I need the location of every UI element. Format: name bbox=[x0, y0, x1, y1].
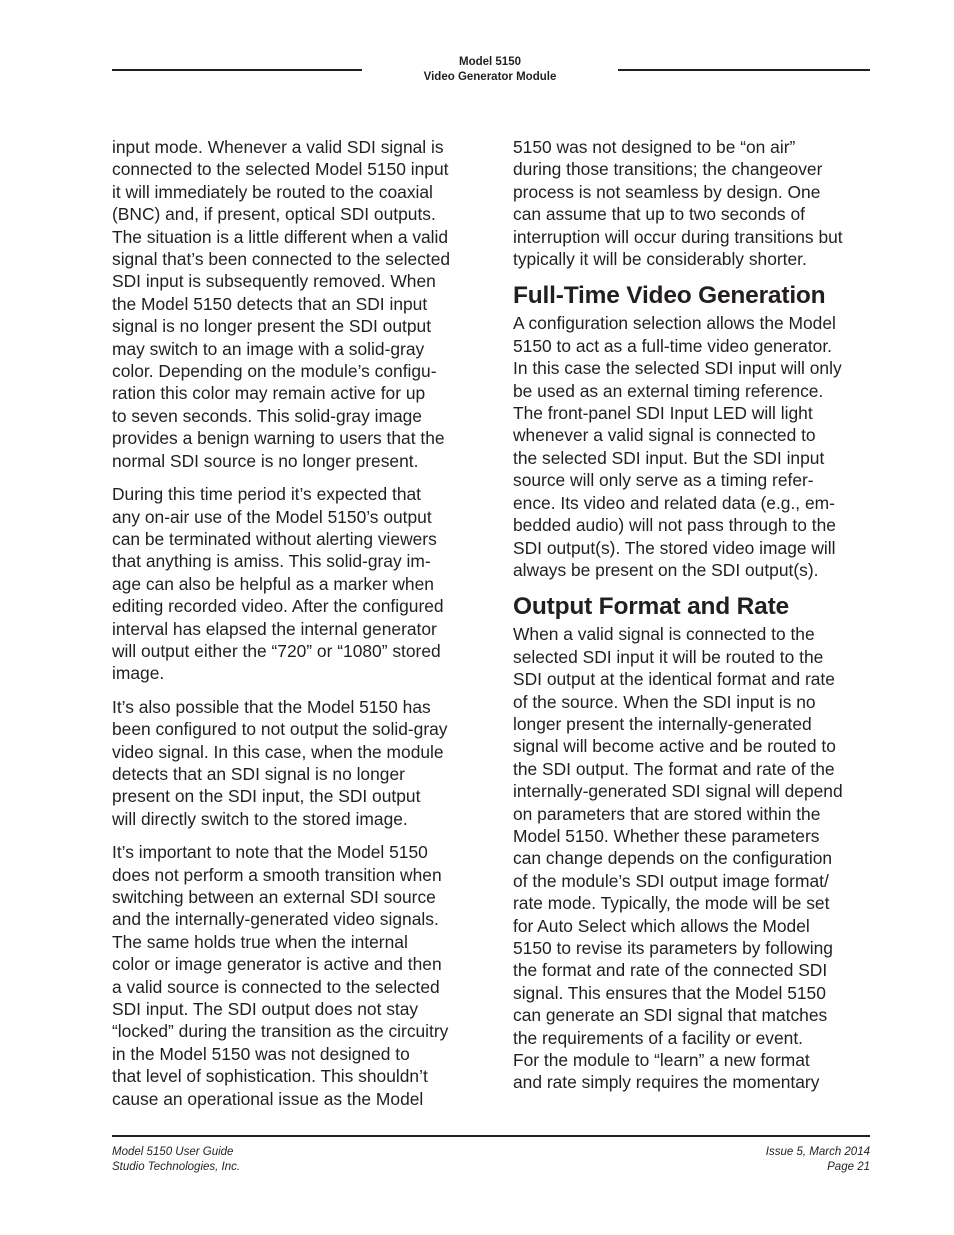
text-line: longer present the internally-generated bbox=[513, 713, 812, 734]
text-line: may switch to an image with a solid-gray bbox=[112, 338, 425, 359]
footer-company: Studio Technologies, Inc. bbox=[112, 1161, 241, 1173]
text-line: internally-generated SDI signal will depend bbox=[513, 781, 843, 802]
text-line: ration this color may remain active for up bbox=[112, 383, 426, 404]
text-line: the selected SDI input. But the SDI input bbox=[513, 447, 825, 468]
footer-rule bbox=[112, 1135, 870, 1137]
text-line: signal will become active and be routed to bbox=[513, 736, 836, 757]
text-line: The front-panel SDI Input LED will light bbox=[513, 403, 813, 424]
text-line: “locked” during the transition as the circuitry bbox=[112, 1021, 449, 1042]
text-line: on parameters that are stored within the bbox=[513, 803, 821, 824]
text-line: SDI input is subsequently removed. When bbox=[112, 271, 436, 292]
text-line: whenever a valid signal is connected to bbox=[513, 425, 816, 446]
text-line: can assume that up to two seconds of bbox=[513, 204, 805, 225]
text-line: signal that’s been connected to the selected bbox=[112, 249, 451, 270]
text-line: the format and rate of the connected SDI bbox=[513, 960, 828, 981]
header-rule-left bbox=[112, 69, 362, 71]
text-line: A configuration selection allows the Model bbox=[513, 313, 836, 334]
text-line: can change depends on the configuration bbox=[513, 848, 833, 869]
text-line: that anything is amiss. This solid-gray im- bbox=[112, 551, 431, 572]
text-line: For the module to “learn” a new format bbox=[513, 1050, 810, 1071]
text-line: 5150 to act as a full-time video generator. bbox=[513, 335, 833, 356]
text-line: ence. Its video and related data (e.g., em- bbox=[513, 492, 835, 513]
text-line: video signal. In this case, when the module bbox=[112, 741, 444, 762]
text-line: (BNC) and, if present, optical SDI outputs. bbox=[112, 204, 436, 225]
text-line: the requirements of a facility or event. bbox=[513, 1027, 803, 1048]
text-line: rate mode. Typically, the mode will be set bbox=[513, 893, 830, 914]
header-rule-right bbox=[618, 69, 870, 71]
text-line: bedded audio) will not pass through to the bbox=[513, 515, 836, 536]
paragraph bbox=[513, 623, 883, 1094]
header-subtitle: Video Generator Module bbox=[423, 71, 557, 83]
text-line: editing recorded video. After the configured bbox=[112, 596, 444, 617]
text-line: in the Model 5150 was not designed to bbox=[112, 1043, 410, 1064]
paragraph bbox=[112, 696, 487, 830]
text-line: typically it will be considerably shorter. bbox=[513, 249, 807, 270]
text-line: normal SDI source is no longer present. bbox=[112, 450, 419, 471]
text-line: does not perform a smooth transition when bbox=[112, 864, 442, 885]
text-line: it will immediately be routed to the coaxial bbox=[112, 181, 433, 202]
text-line: be used as an external timing reference. bbox=[513, 380, 824, 401]
footer-right bbox=[766, 1145, 870, 1175]
right-column bbox=[513, 136, 883, 1105]
text-line: input mode. Whenever a valid SDI signal is bbox=[112, 137, 444, 157]
text-line: provides a benign warning to users that the bbox=[112, 428, 445, 449]
text-line: can generate an SDI signal that matches bbox=[513, 1005, 828, 1026]
text-line: for Auto Select which allows the Model bbox=[513, 915, 810, 936]
footer-page-number: Page 21 bbox=[827, 1161, 870, 1173]
text-line: age can also be helpful as a marker when bbox=[112, 573, 434, 594]
text-line: During this time period it’s expected that bbox=[112, 484, 422, 505]
text-line: cause an operational issue as the Model bbox=[112, 1088, 424, 1109]
text-line: It’s important to note that the Model 5150 bbox=[112, 842, 428, 863]
text-line: can be terminated without alerting viewers bbox=[112, 528, 437, 549]
text-line: signal. This ensures that the Model 5150 bbox=[513, 982, 826, 1003]
text-line: The situation is a little different when a valid bbox=[112, 226, 449, 247]
text-line: and rate simply requires the momentary bbox=[513, 1072, 820, 1093]
text-line: been configured to not output the solid-gray bbox=[112, 719, 448, 740]
running-header bbox=[362, 55, 618, 85]
text-line: It’s also possible that the Model 5150 has bbox=[112, 696, 431, 717]
text-line: switching between an external SDI source bbox=[112, 887, 436, 907]
text-line: present on the SDI input, the SDI output bbox=[112, 786, 421, 807]
text-line: Model 5150. Whether these parameters bbox=[513, 825, 820, 846]
text-line: of the source. When the SDI input is no bbox=[513, 691, 816, 712]
text-line: always be present on the SDI output(s). bbox=[513, 559, 819, 580]
paragraph bbox=[112, 483, 487, 685]
paragraph bbox=[112, 136, 487, 472]
text-line: selected SDI input it will be routed to the bbox=[513, 646, 824, 667]
text-line: process is not seamless by design. One bbox=[513, 181, 821, 202]
text-line: When a valid signal is connected to the bbox=[513, 624, 815, 645]
text-line: interval has elapsed the internal generator bbox=[112, 618, 437, 639]
text-line: 5150 was not designed to be “on air” bbox=[513, 137, 796, 157]
paragraph bbox=[513, 312, 883, 581]
text-line: source will only serve as a timing refer- bbox=[513, 470, 814, 491]
text-line: SDI output at the identical format and rate bbox=[513, 669, 835, 690]
text-line: interruption will occur during transitions but bbox=[513, 226, 843, 247]
text-line: signal is no longer present the SDI output bbox=[112, 316, 432, 337]
text-line: to seven seconds. This solid-gray image bbox=[112, 405, 422, 426]
footer-issue: Issue 5, March 2014 bbox=[765, 1146, 870, 1158]
paragraph bbox=[112, 841, 487, 1110]
header-model: Model 5150 bbox=[459, 56, 521, 68]
footer-left bbox=[112, 1145, 240, 1175]
text-line: In this case the selected SDI input will only bbox=[513, 358, 842, 379]
text-line: during those transitions; the changeover bbox=[513, 159, 823, 180]
text-line: image. bbox=[112, 663, 165, 684]
text-line: any on-air use of the Model 5150’s output bbox=[112, 506, 432, 527]
text-line: detects that an SDI signal is no longer bbox=[112, 763, 405, 784]
text-line: of the module’s SDI output image format/ bbox=[513, 870, 829, 891]
text-line: will directly switch to the stored image. bbox=[112, 808, 408, 829]
text-line: connected to the selected Model 5150 input bbox=[112, 159, 449, 180]
section-heading-full-time-video-generation: Full-Time Video Generation bbox=[513, 282, 826, 310]
text-line: SDI output(s). The stored video image will bbox=[513, 537, 836, 558]
text-line: the SDI output. The format and rate of the bbox=[513, 758, 835, 779]
text-line: a valid source is connected to the selected bbox=[112, 976, 440, 997]
text-line: that level of sophistication. This shouldn’t bbox=[112, 1066, 428, 1087]
text-line: color or image generator is active and then bbox=[112, 954, 442, 975]
text-line: will output either the “720” or “1080” stored bbox=[112, 640, 441, 661]
text-line: the Model 5150 detects that an SDI input bbox=[112, 293, 428, 314]
section-heading-output-format-and-rate: Output Format and Rate bbox=[513, 593, 789, 621]
footer-guide-title: Model 5150 User Guide bbox=[112, 1146, 234, 1158]
text-line: and the internally-generated video signals. bbox=[112, 909, 439, 930]
text-line: 5150 to revise its parameters by following bbox=[513, 938, 833, 958]
paragraph bbox=[513, 136, 883, 270]
left-column bbox=[112, 136, 487, 1121]
text-line: color. Depending on the module’s configu- bbox=[112, 361, 437, 382]
text-line: The same holds true when the internal bbox=[112, 931, 408, 952]
text-line: SDI input. The SDI output does not stay bbox=[112, 999, 419, 1020]
